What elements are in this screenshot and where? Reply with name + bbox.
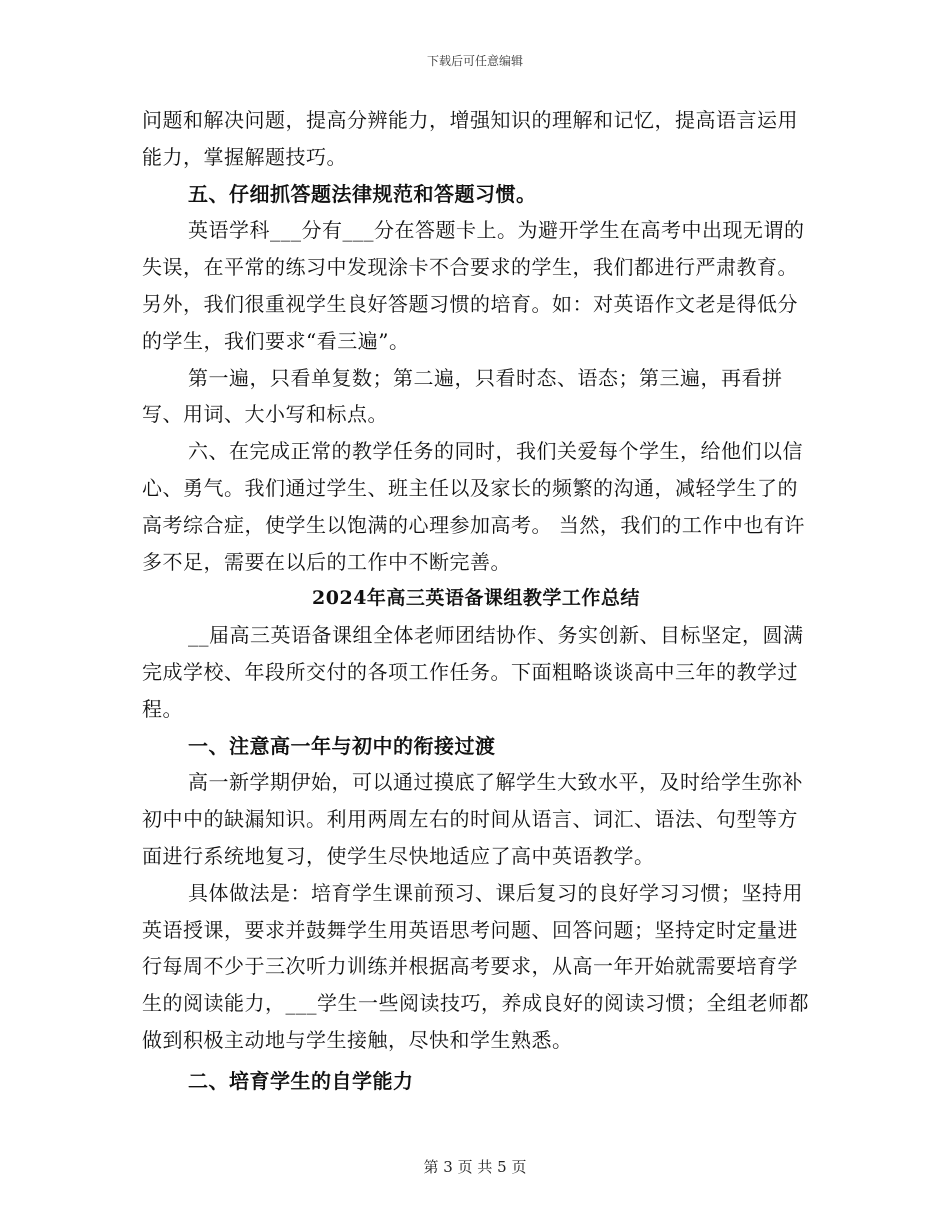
section-heading-1: 一、注意高一年与初中的衔接过渡: [188, 733, 496, 758]
section-heading-5: 五、仔细抓答题法律规范和答题习惯。: [188, 181, 537, 206]
paragraph-transition: 高一新学期伊始，可以通过摸底了解学生大致水平，及时给学生弥补初中中的缺漏知识。利用两周左右的时间从语言、词汇、语法、句型等方面进行系统地复习，使学生尽快地适应了高中英语教学。: [142, 770, 803, 868]
paragraph-section-6: 六、在完成正常的教学任务的同时，我们关爱每个学生，给他们以信心、勇气。我们通过学生、班主任以及家长的频繁的沟通，减轻学生了的高考综合症，使学生以饱满的心理参加高考。 当然，我们的工作中也有许多不足，需要在以后的工作中不断完善。: [142, 439, 805, 574]
paragraph-answer-card: 英语学科___分有___分在答题卡上。为避开学生在高考中出现无谓的失误，在平常的练习中发现涂卡不合要求的学生，我们都进行严肃教育。另外，我们很重视学生良好答题习惯的培育。如：对英语作文老是得低分的学生，我们要求“看三遍”。: [142, 218, 805, 353]
paragraph-methods: 具体做法是：培育学生课前预习、课后复习的良好学习习惯；坚持用英语授课，要求并鼓舞学生用英语思考问题、回答问题；坚持定时定量进行每周不少于三次听力训练并根据高考要求，从高一年开始就需要培育学生的阅读能力，___学生一些阅读技巧，养成良好的阅读习惯；全组老师都做到积极主动地与学生接触，尽快和学生熟悉。: [142, 880, 809, 1052]
paragraph-continued: 问题和解决问题，提高分辨能力，增强知识的理解和记忆，提高语言运用能力，掌握解题技巧。: [142, 108, 798, 169]
document-body: [142, 102, 810, 1100]
paragraph-intro: __届高三英语备课组全体老师团结协作、务实创新、目标坚定，圆满完成学校、年段所交付的各项工作任务。下面粗略谈谈高中三年的教学过程。: [142, 623, 804, 721]
paragraph-three-reads: 第一遍，只看单复数；第二遍，只看时态、语态；第三遍，再看拼写、用词、大小写和标点。: [142, 365, 783, 427]
section-heading-2: 二、培育学生的自学能力: [188, 1068, 414, 1093]
document-title: 2024年高三英语备课组教学工作总结: [312, 587, 640, 610]
page-header: 下载后可任意编辑: [426, 54, 523, 68]
page-footer: 第 3 页 共 5 页: [423, 1158, 527, 1176]
